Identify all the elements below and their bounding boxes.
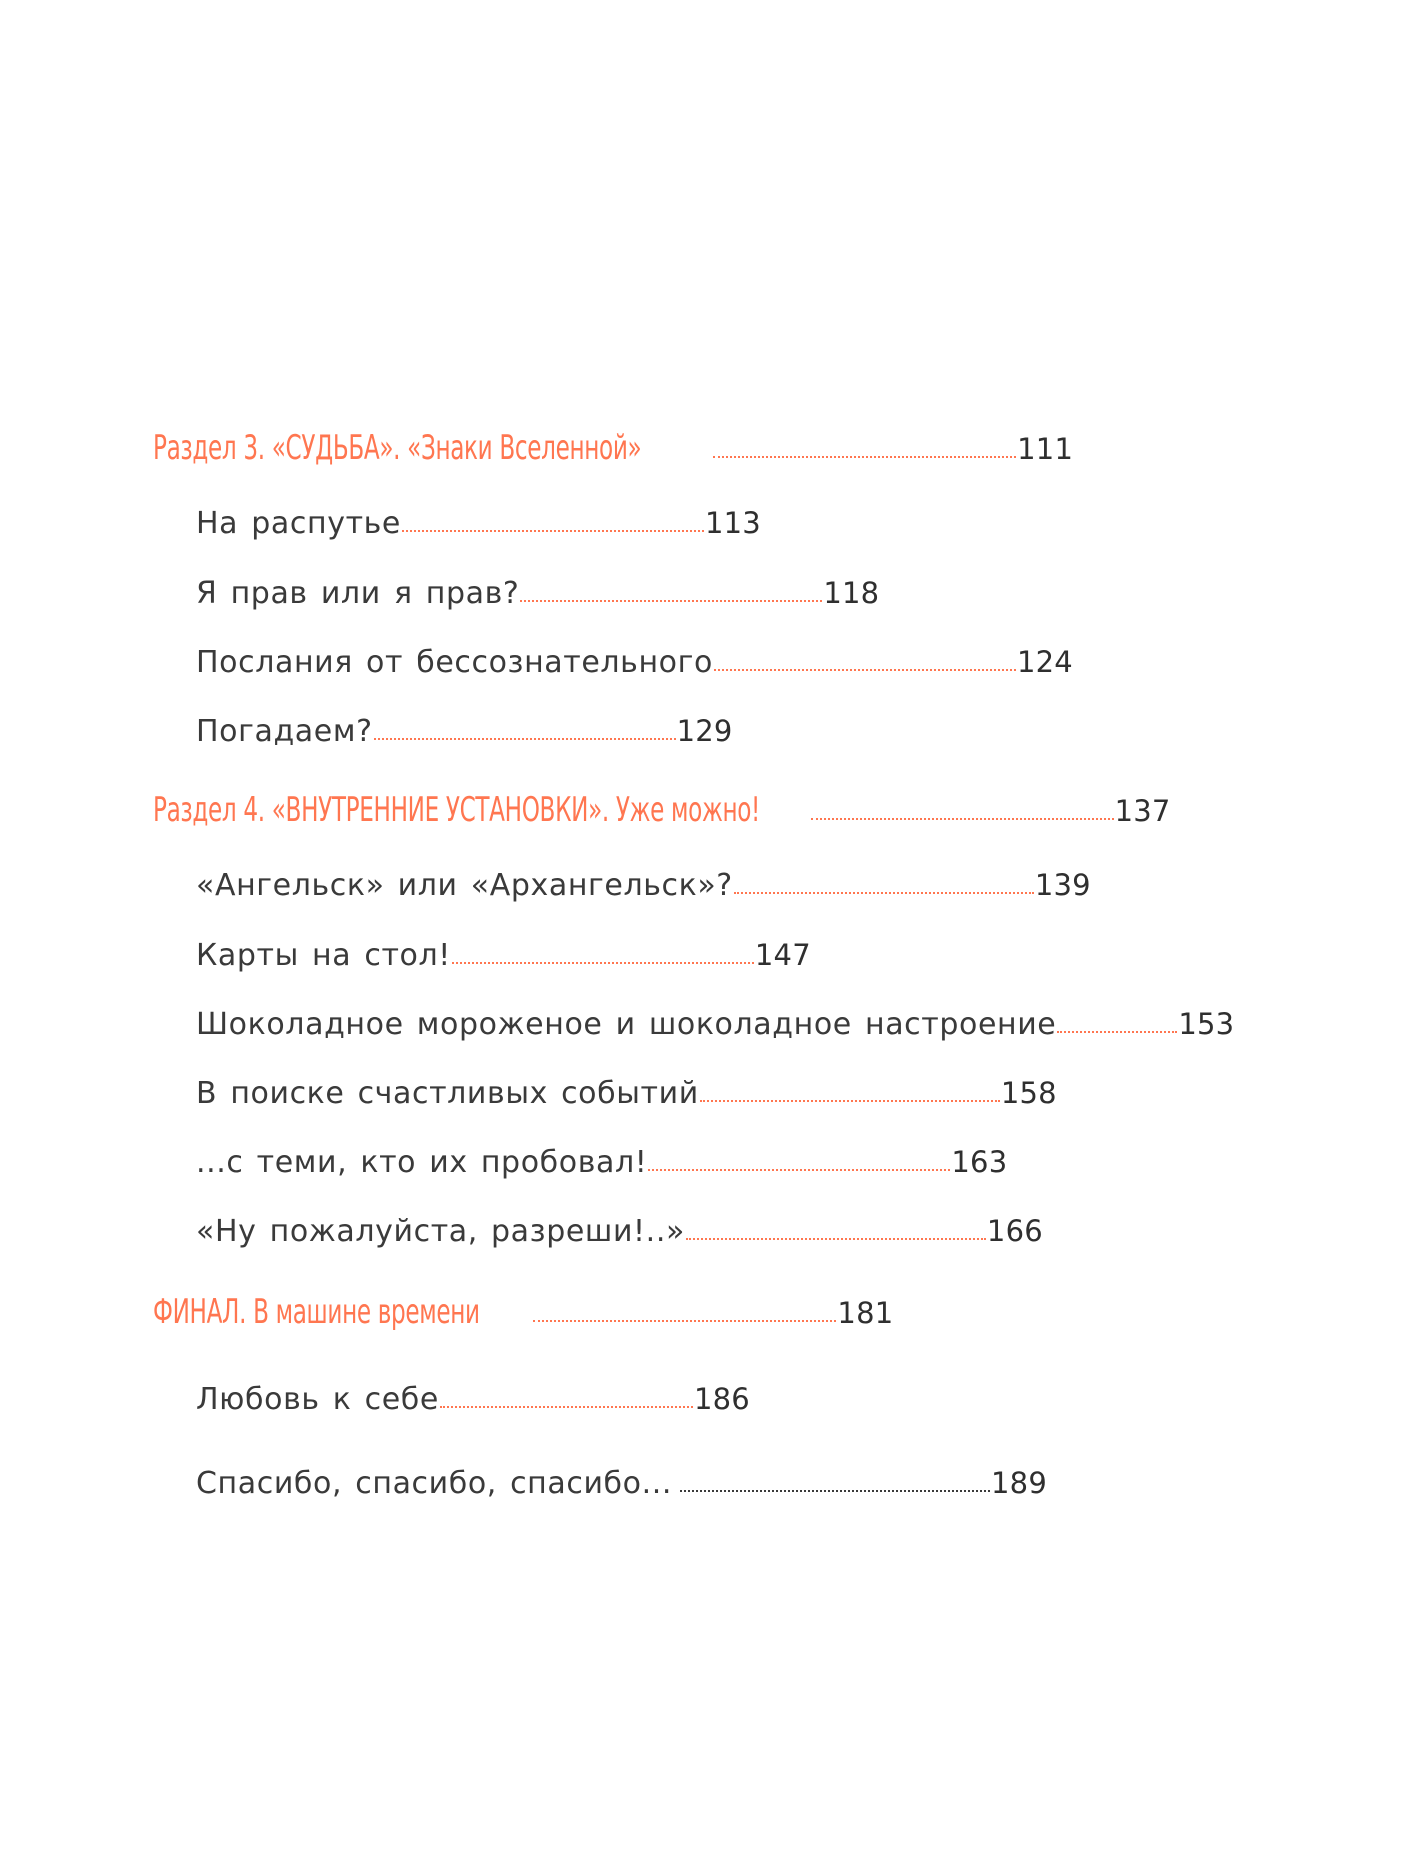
toc-item-title: Послания от бессознательного [196, 645, 713, 680]
dot-leader [1057, 1028, 1177, 1033]
toc-section-4 [153, 790, 1171, 830]
toc-item-title: В поиске счастливых событий [196, 1076, 699, 1111]
toc-item [196, 576, 879, 611]
toc-item [196, 1382, 750, 1417]
toc-item [196, 506, 761, 541]
dot-leader [374, 735, 676, 740]
toc-page-number: 153 [1178, 1007, 1235, 1041]
toc-page-number: 124 [1016, 645, 1073, 679]
toc-item [196, 1214, 1043, 1249]
toc-page-number: 111 [1017, 432, 1074, 466]
dot-leader [440, 1403, 693, 1408]
toc-section-final [153, 1292, 893, 1332]
toc-item [196, 714, 733, 749]
dot-leader [680, 1487, 990, 1492]
toc-item-title: На распутье [196, 506, 401, 541]
toc-item-title: Любовь к себе [196, 1382, 439, 1417]
dot-leader [520, 597, 822, 602]
toc-item [196, 1007, 1234, 1042]
toc-page-number: 186 [693, 1382, 750, 1416]
toc-page-number: 166 [986, 1214, 1043, 1248]
dot-leader [648, 1166, 950, 1171]
toc-item [196, 868, 1091, 903]
dot-leader [686, 1235, 986, 1240]
toc-item [196, 1145, 1007, 1180]
dot-leader [700, 1097, 1000, 1102]
toc-item-title: Шоколадное мороженое и шоколадное настроение [196, 1007, 1057, 1042]
toc-item-title: Спасибо, спасибо, спасибо... [196, 1466, 673, 1501]
toc-section-title: Раздел 3. «СУДЬБА». «Знаки Вселенной» [153, 428, 642, 468]
toc-item [196, 938, 811, 973]
toc-page-number: 118 [823, 576, 880, 610]
dot-leader [452, 959, 754, 964]
toc-item-title: ...с теми, кто их пробовал! [196, 1145, 648, 1180]
toc-page-number: 158 [1000, 1076, 1057, 1110]
dot-leader [713, 453, 1016, 458]
toc-section-3 [153, 428, 1073, 468]
toc-page-number: 139 [1034, 868, 1091, 902]
toc-section-title: Раздел 4. «ВНУТРЕННИЕ УСТАНОВКИ». Уже можно! [153, 790, 760, 830]
toc-page-number: 113 [704, 506, 761, 540]
toc-page-number: 147 [754, 938, 811, 972]
toc-item-title: Карты на стол! [196, 938, 451, 973]
toc-item-title: Погадаем? [196, 714, 373, 749]
dot-leader [734, 889, 1034, 894]
toc-page-number: 163 [951, 1145, 1008, 1179]
toc-section-title: ФИНАЛ. В машине времени [153, 1292, 480, 1332]
toc-item [196, 1076, 1057, 1111]
dot-leader [533, 1317, 836, 1322]
toc-page-number: 189 [991, 1466, 1047, 1500]
dot-leader [402, 527, 704, 532]
toc-page-number: 137 [1114, 794, 1171, 828]
dot-leader [811, 815, 1114, 820]
toc-item-title: Я прав или я прав? [196, 576, 520, 611]
toc-page-number: 181 [837, 1296, 894, 1330]
toc-item [196, 645, 1073, 680]
toc-item [196, 1466, 1047, 1501]
toc-page-number: 129 [676, 714, 733, 748]
toc-item-title: «Ну пожалуйста, разреши!..» [196, 1214, 685, 1249]
toc-item-title: «Ангельск» или «Архангельск»? [196, 868, 733, 903]
dot-leader [714, 666, 1016, 671]
